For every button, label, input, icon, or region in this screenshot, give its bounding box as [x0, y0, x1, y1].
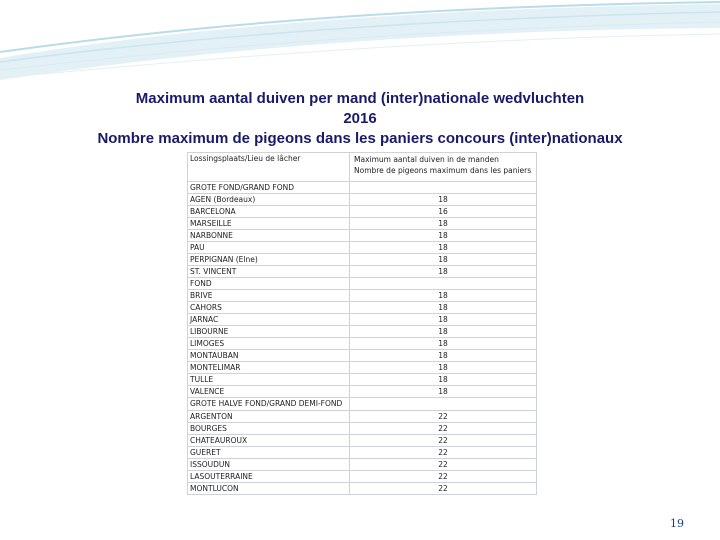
table-row [188, 206, 537, 218]
max-pigeons-cell: 18 [350, 350, 537, 362]
max-pigeons-cell: 16 [350, 206, 537, 218]
max-pigeons-cell: 22 [350, 459, 537, 471]
title-line-1: Maximum aantal duiven per mand (inter)nationale wedvluchten [135, 90, 585, 107]
max-pigeons-cell: 18 [350, 194, 537, 206]
release-site-cell: ISSOUDUN [188, 459, 350, 471]
max-pigeons-cell: 22 [350, 411, 537, 423]
release-site-cell: BARCELONA [188, 206, 350, 218]
max-pigeons-cell: 22 [350, 435, 537, 447]
max-pigeons-cell: 22 [350, 423, 537, 435]
max-pigeons-cell: 22 [350, 483, 537, 495]
header-release-site: Lossingsplaats/Lieu de lâcher [188, 153, 350, 182]
table-row [188, 182, 537, 194]
max-pigeons-cell: 18 [350, 314, 537, 326]
release-site-cell: PAU [188, 242, 350, 254]
table-row [188, 326, 537, 338]
release-site-cell: AGEN (Bordeaux) [188, 194, 350, 206]
release-site-cell: PERPIGNAN (Elne) [188, 254, 350, 266]
max-pigeons-cell [350, 398, 537, 411]
max-pigeons-cell: 18 [350, 302, 537, 314]
title-line-3: Nombre maximum de pigeons dans les paniers concours (inter)nationaux [97, 130, 623, 147]
title-line-2: 2016 [343, 110, 377, 127]
table-row [188, 338, 537, 350]
table-header-row [188, 153, 537, 182]
max-pigeons-cell: 18 [350, 254, 537, 266]
max-pigeons-cell: 22 [350, 447, 537, 459]
release-site-cell: VALENCE [188, 386, 350, 398]
table-row [188, 194, 537, 206]
page-title [0, 89, 720, 149]
max-pigeons-cell: 22 [350, 471, 537, 483]
table-row [188, 314, 537, 326]
release-site-cell: MONTLUCON [188, 483, 350, 495]
table-row [188, 350, 537, 362]
max-pigeons-cell: 18 [350, 386, 537, 398]
max-pigeons-cell: 18 [350, 230, 537, 242]
table-row [188, 254, 537, 266]
table-row [188, 447, 537, 459]
release-site-cell: ARGENTON [188, 411, 350, 423]
table-row [188, 483, 537, 495]
max-pigeons-cell [350, 278, 537, 290]
release-site-cell: JARNAC [188, 314, 350, 326]
max-pigeons-cell: 18 [350, 326, 537, 338]
table-row [188, 459, 537, 471]
table-row [188, 398, 537, 411]
table-row [188, 423, 537, 435]
table-row [188, 362, 537, 374]
table-row [188, 218, 537, 230]
release-site-cell: GROTE HALVE FOND/GRAND DEMI-FOND [188, 398, 350, 411]
max-pigeons-cell: 18 [350, 362, 537, 374]
max-pigeons-cell: 18 [350, 242, 537, 254]
release-site-cell: MARSEILLE [188, 218, 350, 230]
max-pigeons-cell: 18 [350, 338, 537, 350]
table-row [188, 302, 537, 314]
max-pigeons-cell: 18 [350, 218, 537, 230]
release-site-cell: ST. VINCENT [188, 266, 350, 278]
table-row [188, 374, 537, 386]
release-site-cell: LIMOGES [188, 338, 350, 350]
table-row [188, 471, 537, 483]
table-row [188, 278, 537, 290]
table-row [188, 386, 537, 398]
header-max-pigeons-fr: Nombre de pigeons maximum dans les paniers [354, 166, 532, 175]
release-site-cell: MONTELIMAR [188, 362, 350, 374]
release-site-cell: LIBOURNE [188, 326, 350, 338]
release-site-cell: LASOUTERRAINE [188, 471, 350, 483]
release-site-cell: GUERET [188, 447, 350, 459]
page-number: 19 [670, 517, 684, 530]
header-max-pigeons [350, 153, 537, 182]
release-site-cell: GROTE FOND/GRAND FOND [188, 182, 350, 194]
release-site-cell: BOURGES [188, 423, 350, 435]
header-max-pigeons-nl: Maximum aantal duiven in de manden [354, 155, 499, 164]
table-row [188, 242, 537, 254]
table-row [188, 290, 537, 302]
release-site-cell: CHATEAUROUX [188, 435, 350, 447]
table-row [188, 266, 537, 278]
max-pigeons-cell [350, 182, 537, 194]
release-site-cell: BRIVE [188, 290, 350, 302]
release-site-cell: NARBONNE [188, 230, 350, 242]
release-site-cell: FOND [188, 278, 350, 290]
release-site-cell: MONTAUBAN [188, 350, 350, 362]
max-pigeons-cell: 18 [350, 266, 537, 278]
max-pigeons-cell: 18 [350, 290, 537, 302]
table-row [188, 230, 537, 242]
release-site-cell: TULLE [188, 374, 350, 386]
release-site-cell: CAHORS [188, 302, 350, 314]
table-row [188, 411, 537, 423]
max-pigeons-cell: 18 [350, 374, 537, 386]
table-row [188, 435, 537, 447]
pigeon-basket-table [187, 152, 537, 495]
